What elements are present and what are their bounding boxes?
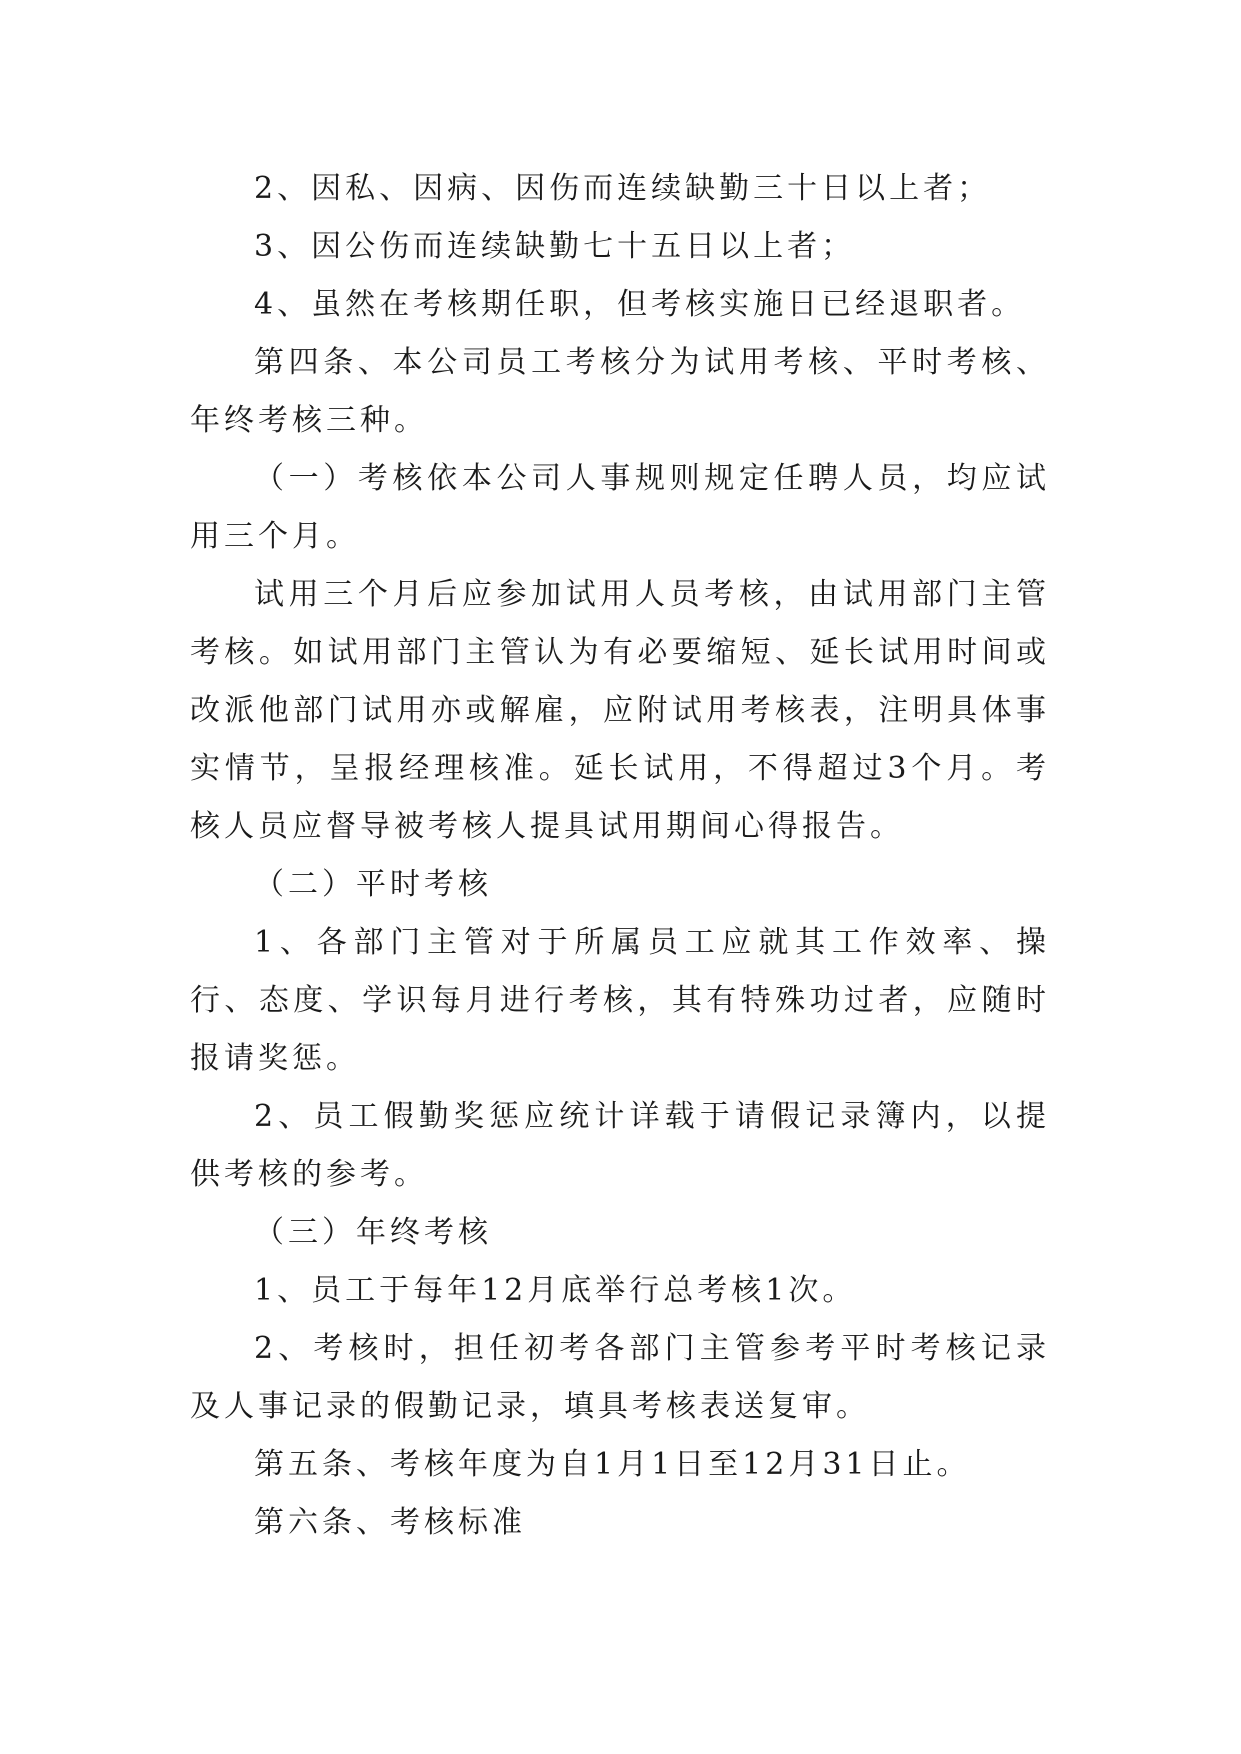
paragraph: 2、员工假勤奖惩应统计详载于请假记录簿内，以提供考核的参考。 bbox=[190, 1099, 1050, 1192]
paragraph: 第五条、考核年度为自1月1日至12月31日止。 bbox=[254, 1447, 971, 1482]
section-heading: （三）年终考核 bbox=[254, 1215, 492, 1250]
paragraph: 试用三个月后应参加试用人员考核，由试用部门主管考核。如试用部门主管认为有必要缩短、延长试用时间或改派他部门试用亦或解雇，应附试用考核表，注明具体事实情节，呈报经理核准。延长试用，不得超过3个月。考核人员应督导被考核人提具试用期间心得报告。 bbox=[190, 577, 1050, 844]
document-body bbox=[190, 160, 1050, 1552]
paragraph: 3、因公伤而连续缺勤七十五日以上者； bbox=[254, 229, 856, 264]
paragraph: 1、各部门主管对于所属员工应就其工作效率、操行、态度、学识每月进行考核，其有特殊功过者，应随时报请奖惩。 bbox=[190, 925, 1050, 1076]
paragraph: 第四条、本公司员工考核分为试用考核、平时考核、年终考核三种。 bbox=[190, 345, 1050, 438]
paragraph: 第六条、考核标准 bbox=[254, 1505, 526, 1540]
section-heading: （二）平时考核 bbox=[254, 867, 492, 902]
paragraph: 2、考核时，担任初考各部门主管参考平时考核记录及人事记录的假勤记录，填具考核表送复审。 bbox=[190, 1331, 1050, 1424]
paragraph: 2、因私、因病、因伤而连续缺勤三十日以上者； bbox=[254, 171, 992, 206]
section-heading: （一）考核依本公司人事规则规定任聘人员，均应试用三个月。 bbox=[190, 461, 1050, 554]
paragraph: 1、员工于每年12月底举行总考核1次。 bbox=[254, 1273, 857, 1308]
paragraph: 4、虽然在考核期任职，但考核实施日已经退职者。 bbox=[254, 287, 1026, 322]
